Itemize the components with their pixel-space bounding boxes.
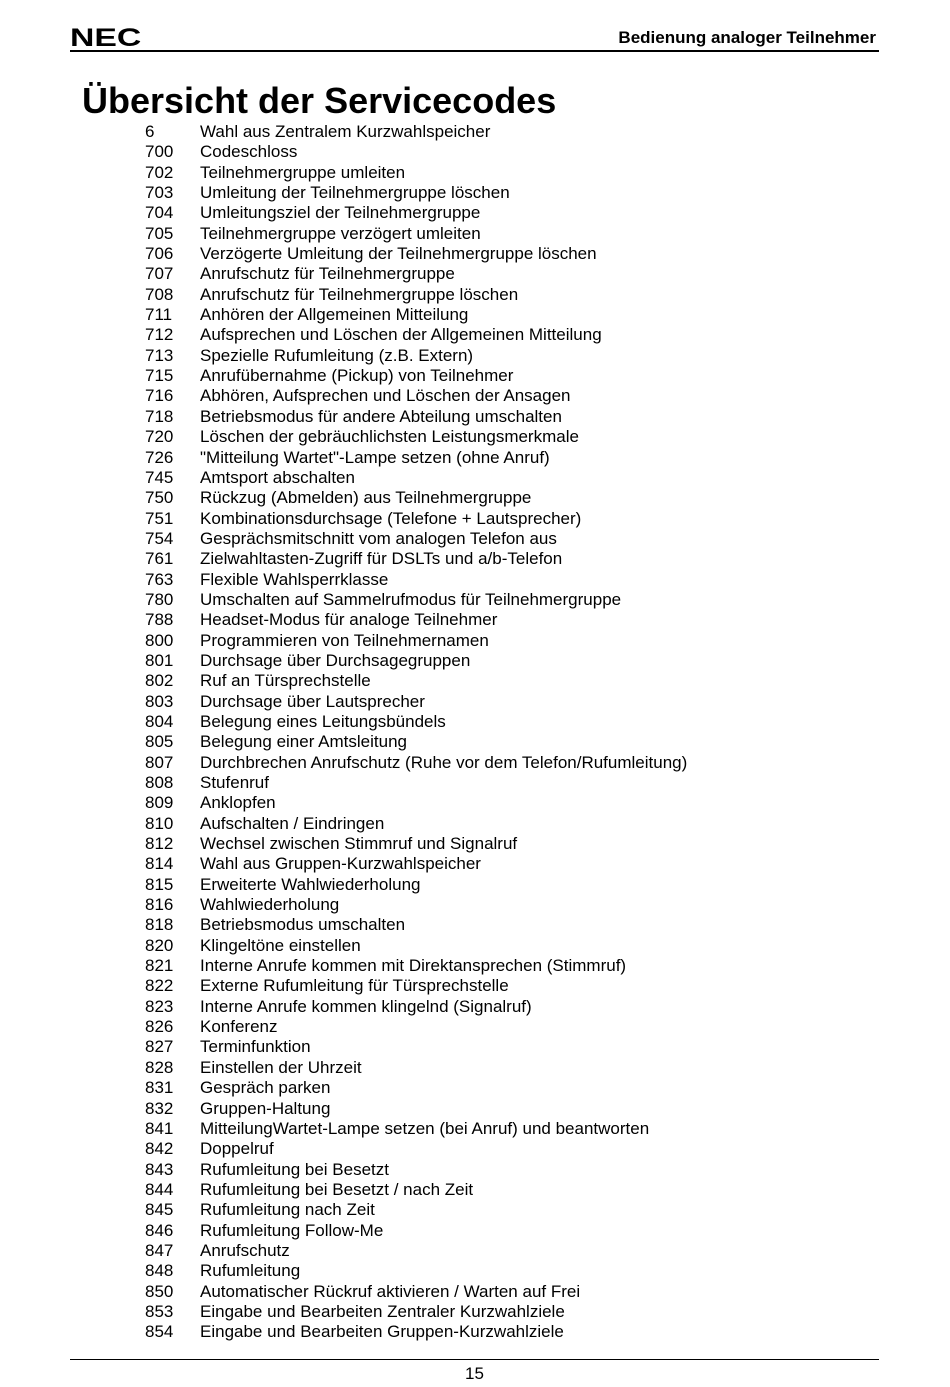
service-code-description: Aufsprechen und Löschen der Allgemeinen Mitteilung: [200, 325, 602, 345]
page-header: [70, 20, 879, 52]
service-code-description: Betriebsmodus umschalten: [200, 915, 406, 935]
service-code-row: [0, 529, 950, 549]
service-code-number: 713: [145, 345, 174, 365]
service-code-number: 751: [145, 508, 174, 528]
service-code-number: 809: [145, 793, 174, 813]
service-code-description: Interne Anrufe kommen klingelnd (Signalruf): [200, 996, 532, 1016]
service-code-number: 821: [145, 956, 174, 976]
service-code-description: Teilnehmergruppe verzögert umleiten: [200, 223, 481, 243]
service-code-row: [0, 570, 950, 590]
service-code-description: Doppelruf: [200, 1139, 274, 1159]
service-code-description: Eingabe und Bearbeiten Gruppen-Kurzwahlziele: [200, 1322, 564, 1342]
service-code-row: [0, 386, 950, 406]
service-code-number: 846: [145, 1220, 174, 1240]
service-code-description: Abhören, Aufsprechen und Löschen der Ansagen: [200, 386, 571, 406]
service-code-description: Programmieren von Teilnehmernamen: [200, 630, 489, 650]
service-code-number: 822: [145, 976, 174, 996]
service-code-number: 828: [145, 1057, 174, 1077]
service-code-number: 815: [145, 874, 174, 894]
service-code-description: Durchsage über Durchsagegruppen: [200, 650, 471, 670]
service-code-number: 820: [145, 935, 174, 955]
service-code-row: [0, 936, 950, 956]
service-code-description: Codeschloss: [200, 142, 298, 162]
service-code-row: [0, 651, 950, 671]
service-code-description: Kombinationsdurchsage (Telefone + Lautsprecher): [200, 508, 582, 528]
service-code-description: MitteilungWartet-Lampe setzen (bei Anruf) und beantworten: [200, 1118, 650, 1138]
service-code-description: Belegung einer Amtsleitung: [200, 732, 407, 752]
service-code-description: Durchbrechen Anrufschutz (Ruhe vor dem Telefon/Rufumleitung): [200, 752, 688, 772]
service-code-row: [0, 1282, 950, 1302]
service-code-description: Anklopfen: [200, 793, 276, 813]
service-code-description: Rufumleitung bei Besetzt / nach Zeit: [200, 1179, 474, 1199]
service-code-number: 803: [145, 691, 174, 711]
service-code-number: 827: [145, 1037, 174, 1057]
service-code-description: Aufschalten / Eindringen: [200, 813, 385, 833]
service-code-number: 832: [145, 1098, 174, 1118]
service-code-row: [0, 1078, 950, 1098]
service-code-description: Einstellen der Uhrzeit: [200, 1057, 362, 1077]
service-code-number: 788: [145, 610, 174, 630]
service-code-row: [0, 163, 950, 183]
service-code-row: [0, 509, 950, 529]
service-code-description: Umleitungsziel der Teilnehmergruppe: [200, 203, 481, 223]
service-code-number: 726: [145, 447, 174, 467]
service-code-number: 826: [145, 1017, 174, 1037]
service-code-description: Interne Anrufe kommen mit Direktansprechen (Stimmruf): [200, 956, 627, 976]
service-code-description: Rückzug (Abmelden) aus Teilnehmergruppe: [200, 488, 532, 508]
service-code-number: 704: [145, 203, 174, 223]
service-code-description: Wechsel zwischen Stimmruf und Signalruf: [200, 834, 518, 854]
service-code-number: 706: [145, 244, 174, 264]
service-code-row: [0, 875, 950, 895]
service-code-row: [0, 753, 950, 773]
service-code-description: Headset-Modus für analoge Teilnehmer: [200, 610, 498, 630]
service-code-description: Amtsport abschalten: [200, 467, 355, 487]
service-code-row: [0, 895, 950, 915]
service-code-row: [0, 1099, 950, 1119]
service-code-row: [0, 610, 950, 630]
service-code-number: 848: [145, 1261, 174, 1281]
service-code-description: Gruppen-Haltung: [200, 1098, 331, 1118]
service-code-row: [0, 346, 950, 366]
service-code-description: Belegung eines Leitungsbündels: [200, 711, 446, 731]
service-code-description: Umleitung der Teilnehmergruppe löschen: [200, 183, 510, 203]
service-code-row: [0, 631, 950, 651]
service-code-description: Löschen der gebräuchlichsten Leistungsmerkmale: [200, 427, 579, 447]
service-code-row: [0, 712, 950, 732]
service-code-row: [0, 1180, 950, 1200]
service-code-number: 802: [145, 671, 174, 691]
service-code-number: 823: [145, 996, 174, 1016]
service-code-list: [0, 122, 950, 1343]
service-code-description: Spezielle Rufumleitung (z.B. Extern): [200, 345, 474, 365]
service-code-description: Wahl aus Gruppen-Kurzwahlspeicher: [200, 854, 481, 874]
service-code-row: [0, 1302, 950, 1322]
service-code-row: [0, 549, 950, 569]
service-code-row: [0, 854, 950, 874]
service-code-row: [0, 773, 950, 793]
service-code-number: 808: [145, 773, 174, 792]
page-number: 15: [465, 1364, 484, 1383]
service-code-description: Erweiterte Wahlwiederholung: [200, 874, 421, 894]
service-code-row: [0, 468, 950, 488]
service-code-number: 715: [145, 366, 174, 386]
service-code-description: Teilnehmergruppe umleiten: [200, 162, 406, 182]
service-code-description: Wahlwiederholung: [200, 895, 340, 915]
service-code-row: [0, 814, 950, 834]
service-code-description: Anrufschutz für Teilnehmergruppe: [200, 264, 455, 284]
service-code-row: [0, 1241, 950, 1261]
service-code-number: 707: [145, 264, 174, 284]
service-code-number: 845: [145, 1200, 174, 1220]
service-code-row: [0, 1322, 950, 1342]
service-code-number: 843: [145, 1159, 174, 1179]
service-code-description: Automatischer Rückruf aktivieren / Warten auf Frei: [200, 1281, 581, 1301]
service-code-row: [0, 305, 950, 325]
page-title: Übersicht der Servicecodes: [82, 80, 557, 121]
service-code-number: 842: [145, 1139, 174, 1159]
service-code-number: 750: [145, 488, 174, 508]
service-code-number: 850: [145, 1281, 174, 1301]
service-code-number: 780: [145, 589, 174, 609]
service-code-number: 716: [145, 386, 174, 406]
service-code-description: "Mitteilung Wartet"-Lampe setzen (ohne Anruf): [200, 447, 550, 467]
service-code-row: [0, 1221, 950, 1241]
service-code-number: 847: [145, 1240, 174, 1260]
service-code-description: Konferenz: [200, 1017, 278, 1037]
service-code-number: 810: [145, 813, 174, 833]
service-code-number: 703: [145, 183, 174, 203]
service-code-description: Rufumleitung bei Besetzt: [200, 1159, 389, 1179]
service-code-description: Rufumleitung: [200, 1261, 301, 1281]
page-footer: [70, 1359, 879, 1383]
service-code-row: [0, 915, 950, 935]
service-code-row: [0, 448, 950, 468]
service-code-row: [0, 142, 950, 162]
service-code-description: Gesprächsmitschnitt vom analogen Telefon aus: [200, 528, 557, 548]
service-code-description: Anrufschutz für Teilnehmergruppe löschen: [200, 284, 519, 304]
service-code-number: 854: [145, 1322, 174, 1342]
service-code-row: [0, 1261, 950, 1281]
service-code-row: [0, 793, 950, 813]
service-code-row: [0, 244, 950, 264]
service-code-number: 6: [145, 122, 155, 141]
service-code-description: Anrufübernahme (Pickup) von Teilnehmer: [200, 366, 514, 386]
service-code-description: Durchsage über Lautsprecher: [200, 691, 425, 711]
service-code-description: Wahl aus Zentralem Kurzwahlspeicher: [200, 122, 491, 141]
service-code-number: 705: [145, 223, 174, 243]
service-code-description: Terminfunktion: [200, 1037, 311, 1057]
service-code-row: [0, 264, 950, 284]
service-code-number: 761: [145, 549, 174, 569]
service-code-description: Rufumleitung nach Zeit: [200, 1200, 375, 1220]
service-code-description: Anrufschutz: [200, 1240, 290, 1260]
service-code-number: 708: [145, 284, 174, 304]
service-code-number: 816: [145, 895, 174, 915]
service-code-number: 800: [145, 630, 174, 650]
service-code-row: [0, 976, 950, 996]
service-code-number: 818: [145, 915, 174, 935]
service-code-row: [0, 1160, 950, 1180]
service-code-number: 805: [145, 732, 174, 752]
service-code-row: [0, 122, 950, 142]
service-code-number: 712: [145, 325, 174, 345]
service-code-row: [0, 732, 950, 752]
service-code-row: [0, 1037, 950, 1057]
service-code-row: [0, 1119, 950, 1139]
service-code-row: [0, 692, 950, 712]
header-title: Bedienung analoger Teilnehmer: [618, 28, 876, 47]
service-code-number: 720: [145, 427, 174, 447]
service-code-number: 841: [145, 1118, 174, 1138]
service-code-row: [0, 488, 950, 508]
service-code-description: Rufumleitung Follow-Me: [200, 1220, 384, 1240]
nec-logo: NEC: [70, 24, 142, 52]
service-code-number: 700: [145, 142, 174, 162]
service-code-description: Zielwahltasten-Zugriff für DSLTs und a/b-Telefon: [200, 549, 563, 569]
service-code-description: Betriebsmodus für andere Abteilung umschalten: [200, 406, 562, 426]
service-code-row: [0, 1200, 950, 1220]
service-code-description: Eingabe und Bearbeiten Zentraler Kurzwahlziele: [200, 1301, 565, 1321]
service-code-row: [0, 834, 950, 854]
service-code-row: [0, 427, 950, 447]
service-code-row: [0, 590, 950, 610]
service-code-number: 754: [145, 528, 174, 548]
service-code-number: 804: [145, 711, 174, 731]
service-code-row: [0, 997, 950, 1017]
service-code-description: Verzögerte Umleitung der Teilnehmergruppe löschen: [200, 244, 597, 264]
service-code-description: Umschalten auf Sammelrufmodus für Teilnehmergruppe: [200, 589, 622, 609]
service-code-row: [0, 203, 950, 223]
service-code-description: Externe Rufumleitung für Türsprechstelle: [200, 976, 509, 996]
service-code-row: [0, 1058, 950, 1078]
service-code-row: [0, 366, 950, 386]
service-code-description: Gespräch parken: [200, 1078, 331, 1098]
service-code-row: [0, 285, 950, 305]
service-code-description: Stufenruf: [200, 773, 269, 792]
service-code-number: 711: [145, 305, 173, 325]
service-code-number: 814: [145, 854, 174, 874]
service-code-description: Anhören der Allgemeinen Mitteilung: [200, 305, 469, 325]
service-code-number: 853: [145, 1301, 174, 1321]
service-code-description: Ruf an Türsprechstelle: [200, 671, 371, 691]
service-code-row: [0, 325, 950, 345]
service-code-number: 702: [145, 162, 174, 182]
service-code-number: 801: [145, 650, 174, 670]
service-code-row: [0, 1017, 950, 1037]
service-code-number: 807: [145, 752, 174, 772]
service-code-number: 812: [145, 834, 174, 854]
service-code-description: Klingeltöne einstellen: [200, 935, 361, 955]
service-code-number: 718: [145, 406, 174, 426]
service-code-number: 745: [145, 467, 174, 487]
service-code-number: 844: [145, 1179, 174, 1199]
service-code-row: [0, 407, 950, 427]
service-code-row: [0, 956, 950, 976]
service-code-row: [0, 183, 950, 203]
service-code-row: [0, 224, 950, 244]
service-code-number: 831: [145, 1078, 174, 1098]
service-code-row: [0, 1139, 950, 1159]
service-code-number: 763: [145, 569, 174, 589]
service-code-description: Flexible Wahlsperrklasse: [200, 569, 389, 589]
service-code-row: [0, 671, 950, 691]
